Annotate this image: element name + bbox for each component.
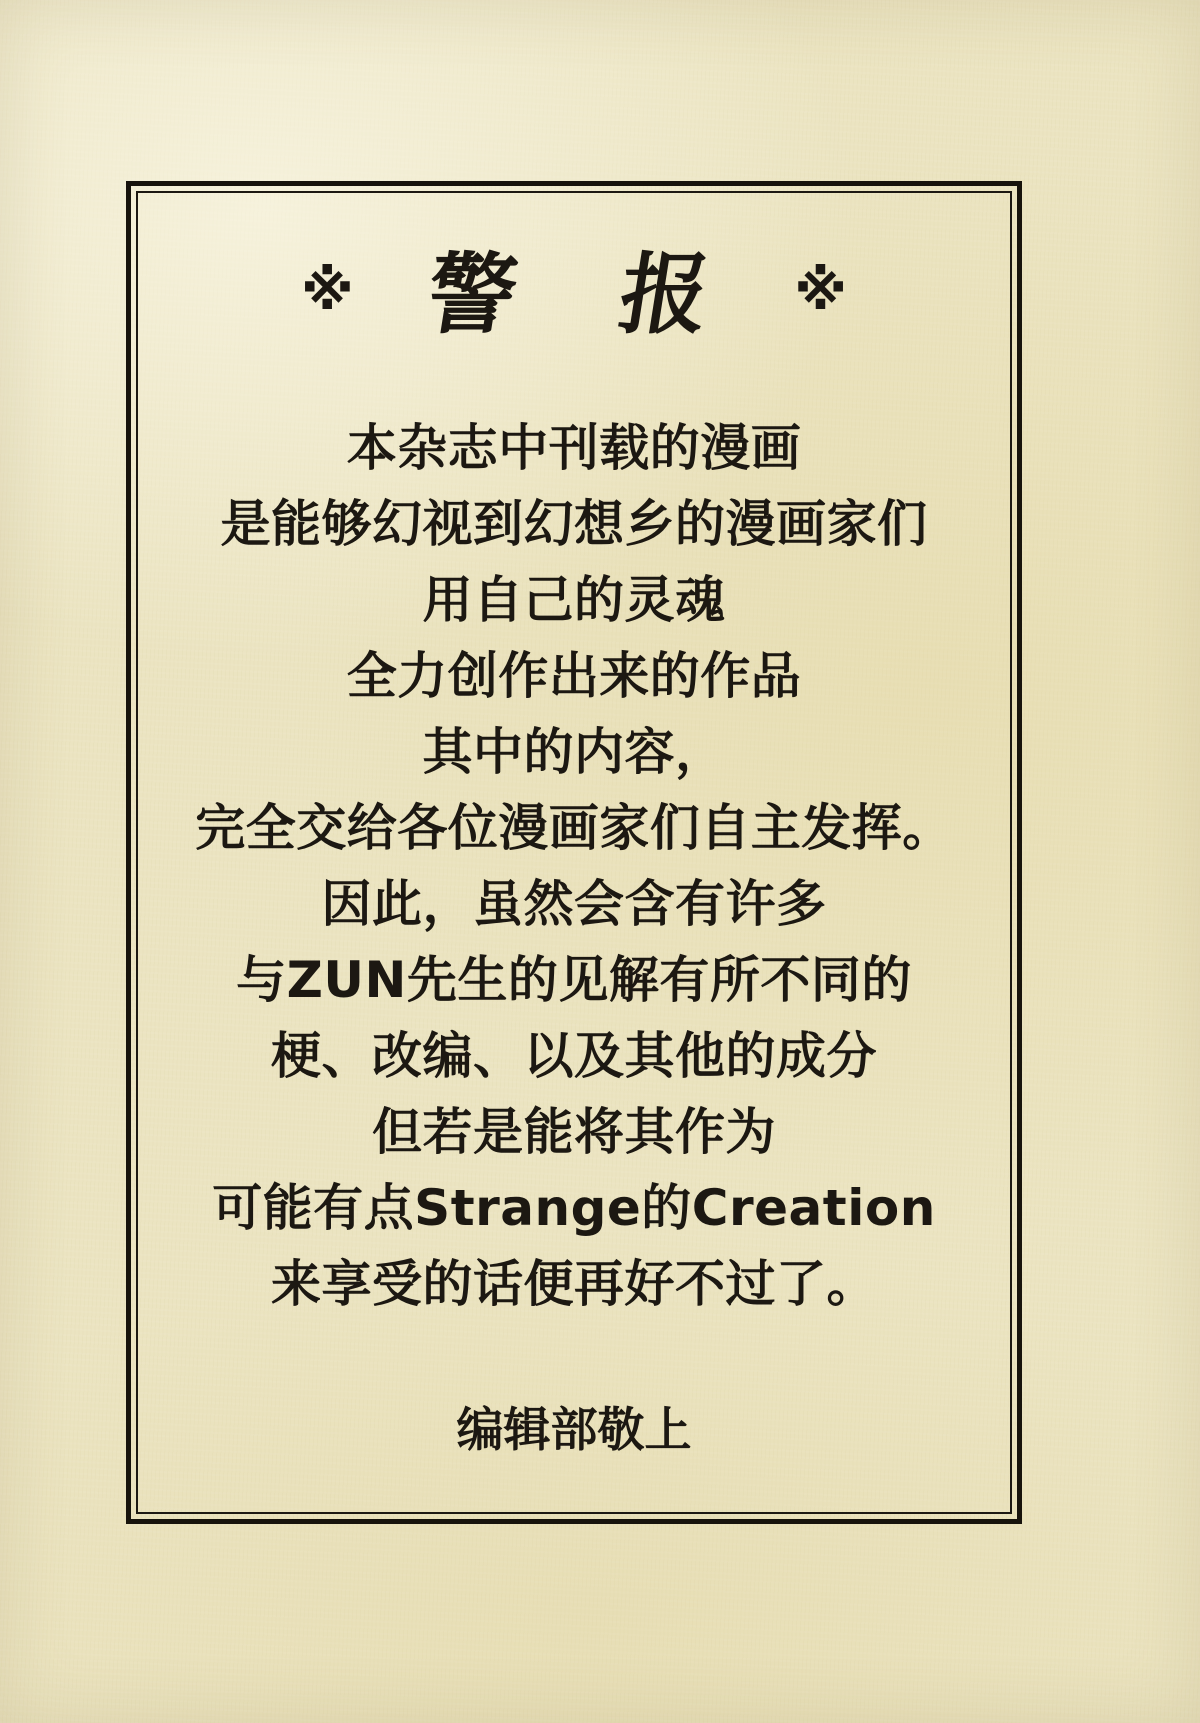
notice-content bbox=[138, 193, 1010, 1512]
notice-inner-border bbox=[136, 191, 1012, 1514]
notice-double-border bbox=[126, 181, 1022, 1524]
notice-line: 全力创作出来的作品 bbox=[346, 647, 802, 705]
notice-title bbox=[138, 239, 1010, 346]
notice-title-text: 警 报 bbox=[420, 243, 754, 346]
notice-line: 用自己的灵魂 bbox=[422, 571, 726, 629]
notice-line: 来享受的话便再好不过了。 bbox=[271, 1255, 877, 1313]
notice-line: 因此，虽然会含有许多 bbox=[321, 875, 827, 933]
notice-body bbox=[138, 410, 1010, 1322]
editorial-signature: 编辑部敬上 bbox=[456, 1403, 692, 1458]
notice-line: 其中的内容， bbox=[422, 723, 726, 781]
notice-line: 与ZUN先生的见解有所不同的 bbox=[236, 951, 912, 1009]
notice-line: 是能够幻视到幻想乡的漫画家们 bbox=[220, 495, 928, 553]
reference-mark-right-icon: ※ bbox=[794, 259, 847, 322]
notice-line: 但若是能将其作为 bbox=[372, 1103, 776, 1161]
notice-line: 梗、改编、以及其他的成分 bbox=[271, 1027, 877, 1085]
notice-line: 可能有点Strange的Creation bbox=[212, 1179, 936, 1237]
notice-line: 本杂志中刊载的漫画 bbox=[346, 419, 802, 477]
reference-mark-left-icon: ※ bbox=[301, 259, 354, 322]
notice-line: 完全交给各位漫画家们自主发挥。 bbox=[195, 799, 953, 857]
